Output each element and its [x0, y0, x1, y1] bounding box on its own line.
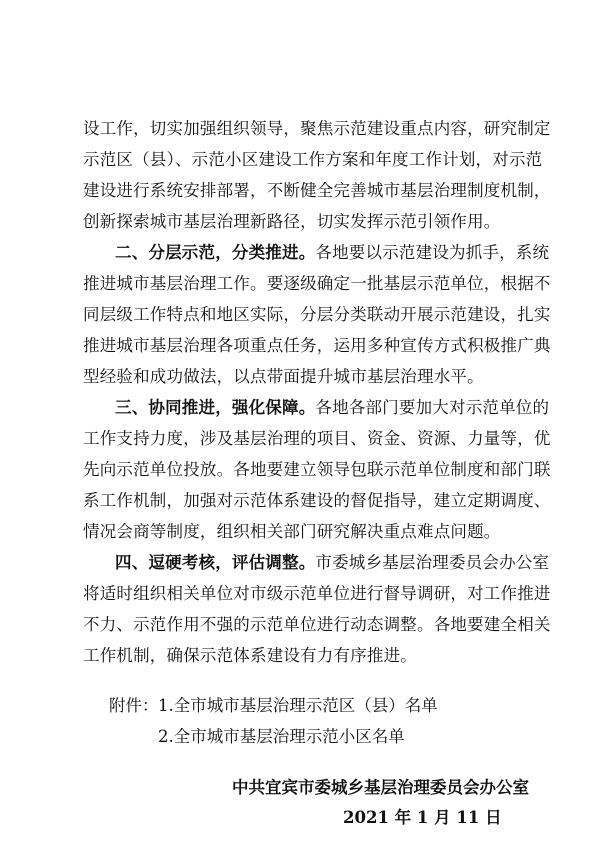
body-line: 示范区（县）、示范小区建设工作方案和年度工作计划，对示范 — [83, 150, 543, 169]
section-heading: 三、协同推进，强化保障。 — [115, 398, 316, 417]
body-line: 将适时组织相关单位对市级示范单位进行督导调研，对工作推进 — [83, 584, 551, 603]
body-line: 设工作，切实加强组织领导，聚焦示范建设重点内容，研究制定 — [83, 119, 551, 138]
body-text: 市委城乡基层治理委员会办公室 — [315, 553, 550, 572]
paragraph-first-line — [115, 393, 550, 423]
body-line: 情况会商等制度，组织相关部门研究解决重点难点问题。 — [83, 522, 501, 541]
attachments-label: 附件： — [109, 696, 159, 715]
attachment-item: 1.全市城市基层治理示范区（县）名单 — [158, 696, 438, 715]
issue-date: 2021 年 1 月 11 日 — [343, 808, 502, 827]
body-line: 系工作机制，加强对示范体系建设的督促指导，建立定期调度、 — [83, 491, 551, 510]
body-line: 工作支持力度，涉及基层治理的项目、资金、资源、力量等，优 — [83, 429, 551, 448]
body-line: 创新探索城市基层治理新路径，切实发挥示范引领作用。 — [83, 212, 501, 231]
section-heading: 四、逗硬考核，评估调整。 — [115, 553, 316, 572]
body-text: 各地各部门要加大对示范单位的 — [315, 398, 550, 417]
body-line: 同层级工作特点和地区实际，分层分类联动开展示范建设，扎实 — [83, 305, 551, 324]
body-line: 先向示范单位投放。各地要建立领导包联示范单位制度和部门联 — [83, 460, 551, 479]
body-line: 不力、示范作用不强的示范单位进行动态调整。各地要建全相关 — [83, 615, 551, 634]
paragraph-first-line — [115, 238, 550, 268]
issuing-organization: 中共宜宾市委城乡基层治理委员会办公室 — [232, 778, 529, 797]
body-line: 建设进行系统安排部署，不断健全完善城市基层治理制度机制， — [83, 181, 551, 200]
paragraph-first-line — [115, 548, 550, 578]
body-line: 型经验和成功做法，以点带面提升城市基层治理水平。 — [83, 367, 484, 386]
section-heading: 二、分层示范，分类推进。 — [115, 243, 316, 262]
body-line: 推进城市基层治理各项重点任务，运用多种宣传方式积极推广典 — [83, 336, 551, 355]
attachment-item: 2.全市城市基层治理示范小区名单 — [158, 727, 405, 746]
body-line: 推进城市基层治理工作。要逐级确定一批基层示范单位，根据不 — [83, 274, 551, 293]
body-line: 工作机制，确保示范体系建设有力有序推进。 — [83, 646, 417, 665]
body-text: 各地要以示范建设为抓手，系统 — [315, 243, 550, 262]
